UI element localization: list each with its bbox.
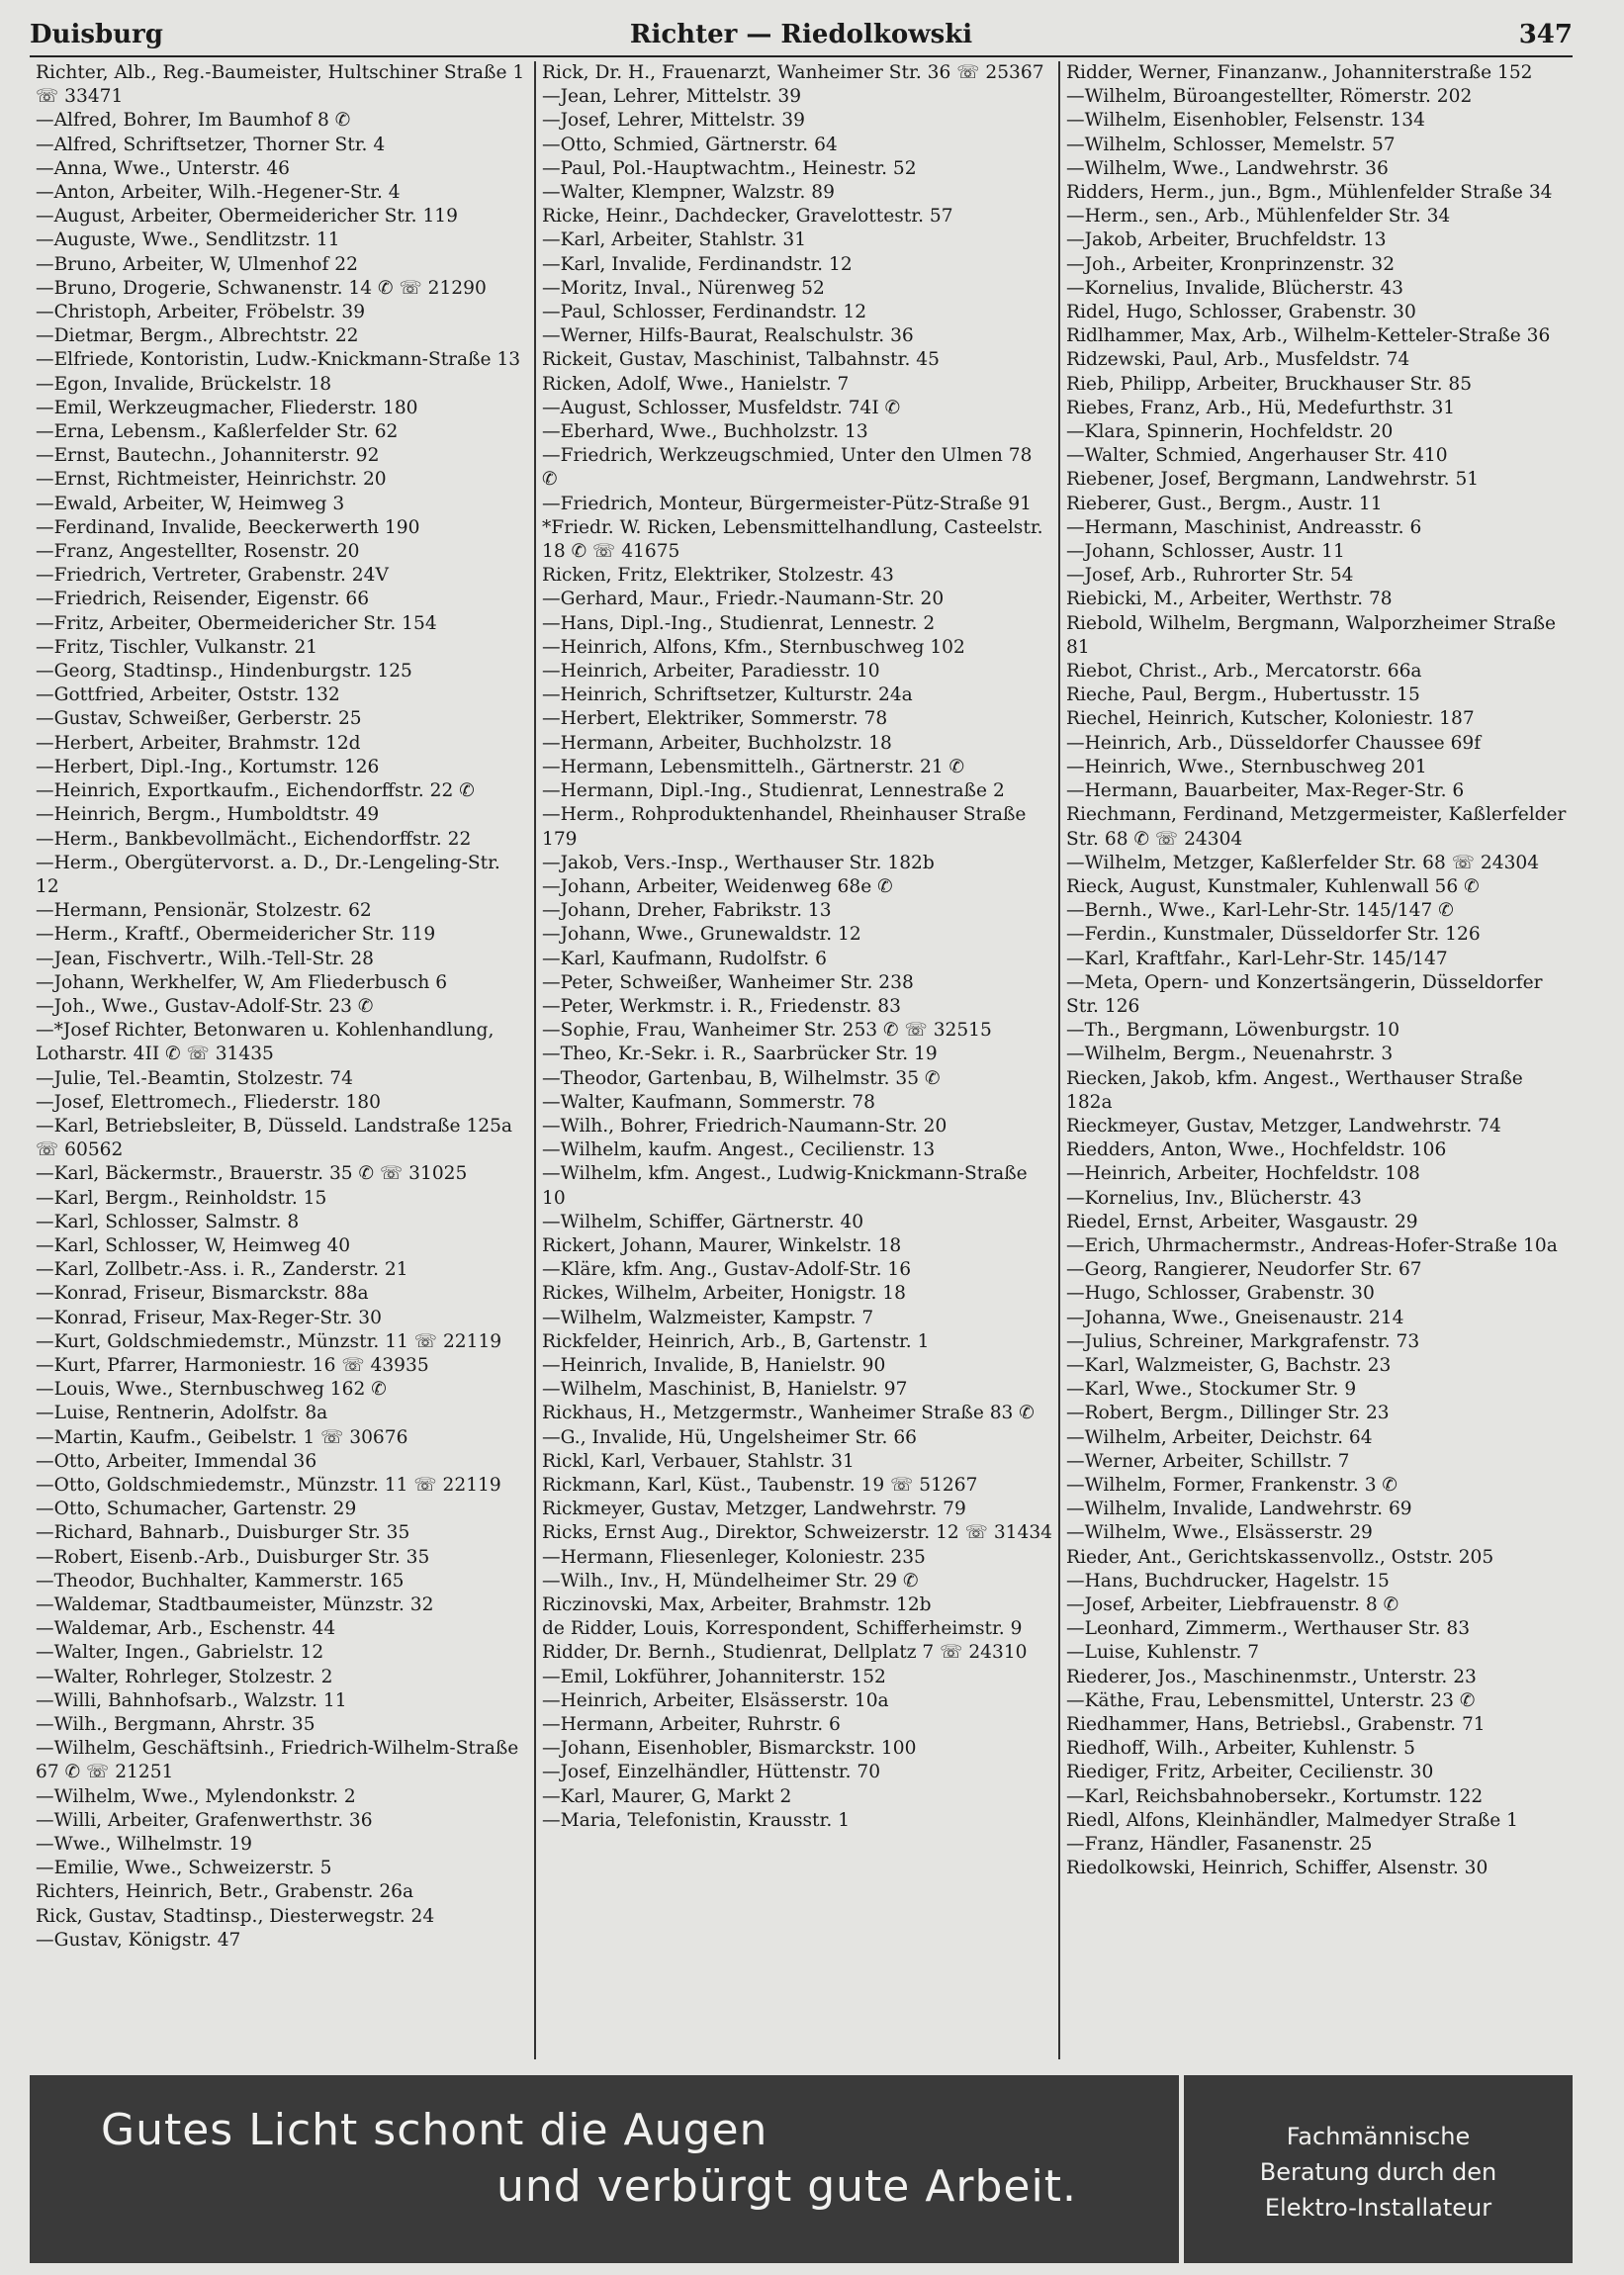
directory-entry: —Karl, Arbeiter, Stahlstr. 31 [542, 229, 807, 251]
directory-entry: —Wilh., Inv., H, Mündelheimer Str. 29 ✆ [542, 1570, 919, 1592]
directory-entry: —August, Arbeiter, Obermeidericher Str. 119 [36, 206, 458, 228]
directory-entry: Rickl, Karl, Verbauer, Stahlstr. 31 [542, 1450, 855, 1472]
directory-entry: —Paul, Pol.-Hauptwachtm., Heinestr. 52 [542, 157, 917, 179]
directory-entry: —Johann, Wwe., Grunewaldstr. 12 [542, 924, 861, 946]
directory-entry: —Wilh., Bergmann, Ahrstr. 35 [36, 1714, 316, 1736]
ad-slogan-line-2: und verbürgt gute Arbeit. [496, 2161, 1077, 2212]
directory-entry: —Moritz, Inval., Nürenweg 52 [542, 277, 825, 299]
directory-entry: —Karl, Schlosser, W, Heimweg 40 [36, 1234, 351, 1256]
directory-entry: —Josef, Lehrer, Mittelstr. 39 [542, 110, 805, 132]
directory-entry: —Richard, Bahnarb., Duisburger Str. 35 [36, 1522, 410, 1544]
directory-entry: —Ernst, Richtmeister, Heinrichstr. 20 [36, 469, 387, 491]
directory-entry: —Bruno, Drogerie, Schwanenstr. 14 ✆ ☏ 21290 [36, 277, 487, 299]
directory-entry: —Willi, Bahnhofsarb., Walzstr. 11 [36, 1689, 347, 1711]
directory-entry: —Kurt, Pfarrer, Harmoniestr. 16 ☏ 43935 [36, 1354, 429, 1376]
directory-entry: Ricke, Heinr., Dachdecker, Gravelottestr. 57 [542, 206, 953, 228]
directory-entry: —Heinrich, Exportkaufm., Eichendorffstr. 22 ✆ [36, 780, 475, 802]
directory-entry: —Herm., Obergütervorst. a. D., Dr.-Lengeling-Str. 12 [36, 852, 500, 897]
directory-entry: —Heinrich, Arbeiter, Paradiesstr. 10 [542, 661, 880, 682]
directory-entry: —Fritz, Arbeiter, Obermeidericher Str. 154 [36, 612, 437, 634]
directory-entry: —Wilhelm, kaufm. Angest., Cecilienstr. 13 [542, 1139, 936, 1161]
directory-entry: —Karl, Kraftfahr., Karl-Lehr-Str. 145/147 [1066, 948, 1448, 969]
directory-entry: Ricken, Adolf, Wwe., Hanielstr. 7 [542, 373, 850, 395]
directory-entry: —Gustav, Königstr. 47 [36, 1929, 241, 1951]
directory-entry: Rickfelder, Heinrich, Arb., B, Gartenstr. 1 [542, 1330, 930, 1352]
directory-entry: —Karl, Bergm., Reinholdstr. 15 [36, 1187, 327, 1209]
directory-entry: —Emil, Werkzeugmacher, Fliederstr. 180 [36, 397, 418, 418]
directory-entry: —Hermann, Fliesenleger, Koloniestr. 235 [542, 1546, 926, 1568]
directory-entry: —Heinrich, Bergm., Humboldtstr. 49 [36, 804, 380, 826]
directory-entry: Ricks, Ernst Aug., Direktor, Schweizerstr. 12 ☏ 31434 [542, 1522, 1052, 1544]
directory-entry: —Otto, Arbeiter, Immendal 36 [36, 1450, 317, 1472]
directory-entry: —Herbert, Dipl.-Ing., Kortumstr. 126 [36, 756, 380, 777]
directory-entry: Riechmann, Ferdinand, Metzgermeister, Kaßlerfelder Str. 68 ✆ ☏ 24304 [1066, 804, 1567, 850]
directory-entry: Rickert, Johann, Maurer, Winkelstr. 18 [542, 1234, 902, 1256]
directory-entry: —Karl, Bäckermstr., Brauerstr. 35 ✆ ☏ 31025 [36, 1163, 468, 1185]
directory-entry: —Herbert, Elektriker, Sommerstr. 78 [542, 708, 888, 730]
directory-entry: —Wwe., Wilhelmstr. 19 [36, 1834, 252, 1856]
header-range: Richter — Riedolkowski [629, 20, 973, 49]
directory-entry: —Peter, Werkmstr. i. R., Friedenstr. 83 [542, 995, 901, 1017]
directory-entry: —G., Invalide, Hü, Ungelsheimer Str. 66 [542, 1426, 917, 1448]
directory-entry: —Wilhelm, Geschäftsinh., Friedrich-Wilhelm-Straße 67 ✆ ☏ 21251 [36, 1738, 519, 1783]
directory-entry: Rieder, Ant., Gerichtskassenvollz., Oststr. 205 [1066, 1546, 1494, 1568]
directory-entry: Rieb, Philipp, Arbeiter, Bruckhauser Str. 85 [1066, 373, 1473, 395]
directory-entry: —Kurt, Goldschmiedemstr., Münzstr. 11 ☏ 22119 [36, 1330, 502, 1352]
directory-entry: —Johann, Werkhelfer, W, Am Fliederbusch 6 [36, 971, 448, 993]
directory-entry: Riederer, Jos., Maschinenmstr., Unterstr. 23 [1066, 1666, 1477, 1687]
directory-entry: —Theodor, Buchhalter, Kammerstr. 165 [36, 1570, 405, 1592]
directory-entry: —Jean, Lehrer, Mittelstr. 39 [542, 86, 802, 108]
directory-entry: —Werner, Arbeiter, Schillstr. 7 [1066, 1450, 1350, 1472]
directory-entry: —Karl, Schlosser, Salmstr. 8 [36, 1211, 300, 1232]
directory-entry: Rickhaus, H., Metzgermstr., Wanheimer Straße 83 ✆ [542, 1403, 1035, 1424]
directory-entry: —Karl, Betriebsleiter, B, Düsseld. Landstraße 125a ☏ 60562 [36, 1115, 513, 1161]
directory-entry: —Peter, Schweißer, Wanheimer Str. 238 [542, 971, 914, 993]
directory-entry: —Walter, Klempner, Walzstr. 89 [542, 182, 835, 204]
directory-entry: —Jakob, Arbeiter, Bruchfeldstr. 13 [1066, 229, 1387, 251]
directory-entry: —Theo, Kr.-Sekr. i. R., Saarbrücker Str. 19 [542, 1044, 938, 1065]
directory-entry: —Hermann, Pensionär, Stolzestr. 62 [36, 900, 372, 922]
directory-entry: —Heinrich, Alfons, Kfm., Sternbuschweg 102 [542, 636, 965, 658]
directory-entry: Riczinovski, Max, Arbeiter, Brahmstr. 12b [542, 1594, 932, 1615]
directory-entry: —Hermann, Lebensmittelh., Gärtnerstr. 21 ✆ [542, 756, 965, 777]
directory-entry: —Martin, Kaufm., Geibelstr. 1 ☏ 30676 [36, 1426, 408, 1448]
header-city: Duisburg [30, 20, 163, 49]
directory-entry: —Luise, Kuhlenstr. 7 [1066, 1642, 1260, 1664]
directory-entry: —Otto, Schumacher, Gartenstr. 29 [36, 1499, 357, 1520]
directory-entry: Riediger, Fritz, Arbeiter, Cecilienstr. 30 [1066, 1762, 1434, 1783]
directory-entry: —Gustav, Schweißer, Gerberstr. 25 [36, 708, 362, 730]
directory-entry: —Franz, Händler, Fasanenstr. 25 [1066, 1834, 1373, 1856]
directory-entry: —Alfred, Schriftsetzer, Thorner Str. 4 [36, 134, 386, 155]
directory-entry: Riebener, Josef, Bergmann, Landwehrstr. 51 [1066, 469, 1480, 491]
directory-column-2 [534, 61, 1058, 2059]
ad-side-line-2: Beratung durch den [1259, 2158, 1497, 2186]
ad-side-text [1184, 2119, 1573, 2226]
directory-entry: —Hermann, Maschinist, Andreasstr. 6 [1066, 516, 1422, 538]
directory-entry: —Karl, Zollbetr.-Ass. i. R., Zanderstr. 21 [36, 1259, 408, 1281]
directory-entry: —Josef, Einzelhändler, Hüttenstr. 70 [542, 1762, 881, 1783]
directory-entry: Rieckmeyer, Gustav, Metzger, Landwehrstr. 74 [1066, 1115, 1501, 1137]
directory-entry: de Ridder, Louis, Korrespondent, Schifferheimstr. 9 [542, 1618, 1023, 1640]
ad-side-line-3: Elektro-Installateur [1264, 2194, 1492, 2222]
directory-entry: —Otto, Schmied, Gärtnerstr. 64 [542, 134, 838, 155]
directory-entry: —Auguste, Wwe., Sendlitzstr. 11 [36, 229, 340, 251]
directory-entry: Rickes, Wilhelm, Arbeiter, Honigstr. 18 [542, 1283, 906, 1305]
directory-entry: Riedolkowski, Heinrich, Schiffer, Alsenstr. 30 [1066, 1858, 1489, 1879]
directory-entry: —Walter, Ingen., Gabrielstr. 12 [36, 1642, 324, 1664]
directory-entry: —Erna, Lebensm., Kaßlerfelder Str. 62 [36, 421, 399, 443]
directory-entry: Ridder, Dr. Bernh., Studienrat, Dellplatz 7 ☏ 24310 [542, 1642, 1028, 1664]
directory-entry: —Hans, Dipl.-Ing., Studienrat, Lennestr. 2 [542, 612, 936, 634]
directory-entry: Riechel, Heinrich, Kutscher, Koloniestr. 187 [1066, 708, 1475, 730]
ad-side-line-1: Fachmännische [1286, 2123, 1471, 2150]
directory-entry: —Wilhelm, Wwe., Landwehrstr. 36 [1066, 157, 1389, 179]
directory-entry: —Heinrich, Schriftsetzer, Kulturstr. 24a [542, 684, 913, 706]
directory-entry: —Herm., sen., Arb., Mühlenfelder Str. 34 [1066, 206, 1451, 228]
directory-entry: —Maria, Telefonistin, Krausstr. 1 [542, 1809, 851, 1831]
directory-entry: Riedders, Anton, Wwe., Hochfeldstr. 106 [1066, 1139, 1447, 1161]
directory-entry: —Johann, Arbeiter, Weidenweg 68e ✆ [542, 875, 893, 897]
directory-entry: —Klara, Spinnerin, Hochfeldstr. 20 [1066, 421, 1394, 443]
directory-entry: —Wilhelm, Walzmeister, Kampstr. 7 [542, 1307, 874, 1328]
directory-entry: —Hermann, Dipl.-Ing., Studienrat, Lennestraße 2 [542, 780, 1005, 802]
directory-entry: —Heinrich, Arbeiter, Hochfeldstr. 108 [1066, 1163, 1420, 1185]
directory-entry: —Egon, Invalide, Brückelstr. 18 [36, 373, 332, 395]
directory-entry: —Eberhard, Wwe., Buchholzstr. 13 [542, 421, 868, 443]
page-number: 347 [1518, 20, 1573, 49]
directory-entry: Richters, Heinrich, Betr., Grabenstr. 26a [36, 1881, 414, 1903]
directory-entry: —Karl, Invalide, Ferdinandstr. 12 [542, 253, 853, 275]
directory-entry: —Meta, Opern- und Konzertsängerin, Düsseldorfer Str. 126 [1066, 971, 1543, 1017]
directory-entry: —Elfriede, Kontoristin, Ludw.-Knickmann-Straße 13 [36, 349, 521, 371]
directory-entry: —Walter, Rohrleger, Stolzestr. 2 [36, 1666, 333, 1687]
directory-entry: —Wilhelm, Maschinist, B, Hanielstr. 97 [542, 1379, 908, 1401]
directory-entry: —Wilhelm, Invalide, Landwehrstr. 69 [1066, 1499, 1412, 1520]
directory-entry: —Herbert, Arbeiter, Brahmstr. 12d [36, 732, 361, 754]
directory-entry: Rieck, August, Kunstmaler, Kuhlenwall 56 ✆ [1066, 875, 1480, 897]
directory-entry: Rickmeyer, Gustav, Metzger, Landwehrstr. 79 [542, 1499, 966, 1520]
directory-entry: —Willi, Arbeiter, Grafenwerthstr. 36 [36, 1809, 373, 1831]
ad-slogan-line-1: Gutes Licht schont die Augen [101, 2105, 768, 2155]
directory-entry: —Paul, Schlosser, Ferdinandstr. 12 [542, 302, 867, 323]
directory-entry: —Käthe, Frau, Lebensmittel, Unterstr. 23 ✆ [1066, 1689, 1476, 1711]
directory-entry: —Jean, Fischvertr., Wilh.-Tell-Str. 28 [36, 948, 375, 969]
directory-entry: Ridders, Herm., jun., Bgm., Mühlenfelder Straße 34 [1066, 182, 1553, 204]
directory-entry: Rick, Gustav, Stadtinsp., Diesterwegstr. 24 [36, 1905, 435, 1927]
directory-entry: —Karl, Maurer, G, Markt 2 [542, 1785, 792, 1807]
directory-entry: —Karl, Walzmeister, G, Bachstr. 23 [1066, 1354, 1392, 1376]
directory-entry: Ridlhammer, Max, Arb., Wilhelm-Ketteler-Straße 36 [1066, 325, 1551, 347]
directory-entry: Rieche, Paul, Bergm., Hubertusstr. 15 [1066, 684, 1420, 706]
directory-entry: —Wilh., Bohrer, Friedrich-Naumann-Str. 20 [542, 1115, 947, 1137]
directory-column-1 [30, 61, 534, 2059]
directory-entry: —Karl, Kaufmann, Rudolfstr. 6 [542, 948, 827, 969]
directory-entry: Ricken, Fritz, Elektriker, Stolzestr. 43 [542, 565, 894, 587]
directory-entry: —Christoph, Arbeiter, Fröbelstr. 39 [36, 302, 366, 323]
directory-entry: —Konrad, Friseur, Max-Reger-Str. 30 [36, 1307, 382, 1328]
directory-entry: Riedhammer, Hans, Betriebsl., Grabenstr. 71 [1066, 1714, 1486, 1736]
page-header [30, 14, 1573, 57]
directory-entry: —Karl, Wwe., Stockumer Str. 9 [1066, 1379, 1357, 1401]
directory-entry: —Friedrich, Reisender, Eigenstr. 66 [36, 589, 370, 610]
directory-entry: Rieberer, Gust., Bergm., Austr. 11 [1066, 493, 1383, 514]
directory-entry: —Waldemar, Stadtbaumeister, Münzstr. 32 [36, 1594, 434, 1615]
directory-entry: —Ewald, Arbeiter, W, Heimweg 3 [36, 493, 345, 514]
directory-entry: —Heinrich, Arb., Düsseldorfer Chaussee 69f [1066, 732, 1482, 754]
directory-entry: —Johann, Schlosser, Austr. 11 [1066, 541, 1345, 563]
directory-entry: —Friedrich, Werkzeugschmied, Unter den Ulmen 78 ✆ [542, 445, 1033, 491]
directory-entry: —Emil, Lokführer, Johanniterstr. 152 [542, 1666, 886, 1687]
directory-entry: —Josef, Elettromech., Fliederstr. 180 [36, 1091, 381, 1113]
directory-entry: Riebicki, M., Arbeiter, Werthstr. 78 [1066, 589, 1393, 610]
directory-entry: —Robert, Eisenb.-Arb., Duisburger Str. 35 [36, 1546, 430, 1568]
directory-entry: —Heinrich, Invalide, B, Hanielstr. 90 [542, 1354, 886, 1376]
directory-entry: —Hermann, Arbeiter, Ruhrstr. 6 [542, 1714, 841, 1736]
directory-entry: —Wilhelm, Eisenhobler, Felsenstr. 134 [1066, 110, 1425, 132]
directory-entry: —Wilhelm, Bergm., Neuenahrstr. 3 [1066, 1044, 1394, 1065]
directory-entry: —Joh., Arbeiter, Kronprinzenstr. 32 [1066, 253, 1396, 275]
directory-entry: —Herm., Bankbevollmächt., Eichendorffstr. 22 [36, 828, 472, 850]
directory-entry: —Wilhelm, Büroangestellter, Römerstr. 202 [1066, 86, 1473, 108]
directory-entry: Ridzewski, Paul, Arb., Musfeldstr. 74 [1066, 349, 1410, 371]
directory-column-3 [1058, 61, 1573, 2059]
directory-entry: —Georg, Stadtinsp., Hindenburgstr. 125 [36, 661, 412, 682]
directory-entry: —Hugo, Schlosser, Grabenstr. 30 [1066, 1283, 1375, 1305]
directory-entry: —Leonhard, Zimmerm., Werthauser Str. 83 [1066, 1618, 1471, 1640]
directory-entry: Ridder, Werner, Finanzanw., Johanniterstraße 152 [1066, 62, 1533, 83]
directory-entry: —Ernst, Bautechn., Johanniterstr. 92 [36, 445, 380, 467]
directory-entry: Rickeit, Gustav, Maschinist, Talbahnstr. 45 [542, 349, 940, 371]
directory-entry: —Joh., Wwe., Gustav-Adolf-Str. 23 ✆ [36, 995, 374, 1017]
directory-entry: —Kornelius, Inv., Blücherstr. 43 [1066, 1187, 1362, 1209]
directory-entry: Riedel, Ernst, Arbeiter, Wasgaustr. 29 [1066, 1211, 1418, 1232]
directory-entry: Riecken, Jakob, kfm. Angest., Werthauser Straße 182a [1066, 1067, 1523, 1113]
directory-entry: —Bernh., Wwe., Karl-Lehr-Str. 145/147 ✆ [1066, 900, 1454, 922]
directory-entry: Riebot, Christ., Arb., Mercatorstr. 66a [1066, 661, 1422, 682]
directory-entry: —Emilie, Wwe., Schweizerstr. 5 [36, 1858, 332, 1879]
directory-entry: —Walter, Schmied, Angerhauser Str. 410 [1066, 445, 1448, 467]
directory-entry: —Gottfried, Arbeiter, Oststr. 132 [36, 684, 340, 706]
directory-entry: —Waldemar, Arb., Eschenstr. 44 [36, 1618, 336, 1640]
directory-entry: —Georg, Rangierer, Neudorfer Str. 67 [1066, 1259, 1422, 1281]
directory-entry: —Friedrich, Monteur, Bürgermeister-Pütz-Straße 91 [542, 493, 1032, 514]
directory-entry: —Wilhelm, Schiffer, Gärtnerstr. 40 [542, 1211, 864, 1232]
directory-entry: —Julie, Tel.-Beamtin, Stolzestr. 74 [36, 1067, 353, 1089]
directory-entry: Richter, Alb., Reg.-Baumeister, Hultschiner Straße 1 ☏ 33471 [36, 62, 525, 108]
directory-entry: —Anton, Arbeiter, Wilh.-Hegener-Str. 4 [36, 182, 401, 204]
directory-entry: —Wilhelm, Wwe., Mylendonkstr. 2 [36, 1785, 356, 1807]
directory-entry: —Wilhelm, kfm. Angest., Ludwig-Knickmann-Straße 10 [542, 1163, 1028, 1209]
directory-entry: —Louis, Wwe., Sternbuschweg 162 ✆ [36, 1379, 387, 1401]
directory-entry: Riebes, Franz, Arb., Hü, Medefurthstr. 31 [1066, 397, 1456, 418]
directory-entry: —Josef, Arb., Ruhrorter Str. 54 [1066, 565, 1354, 587]
directory-entry: —Theodor, Gartenbau, B, Wilhelmstr. 35 ✆ [542, 1067, 941, 1089]
directory-entry: —Heinrich, Wwe., Sternbuschweg 201 [1066, 756, 1427, 777]
directory-entry: —Wilhelm, Former, Frankenstr. 3 ✆ [1066, 1474, 1398, 1496]
directory-entry: —August, Schlosser, Musfeldstr. 74I ✆ [542, 397, 901, 418]
directory-entry: —Heinrich, Arbeiter, Elsässerstr. 10a [542, 1689, 889, 1711]
directory-entry: —*Josef Richter, Betonwaren u. Kohlenhandlung, Lotharstr. 4II ✆ ☏ 31435 [36, 1020, 495, 1065]
directory-entry: —Hans, Buchdrucker, Hagelstr. 15 [1066, 1570, 1390, 1592]
directory-entry: —Wilhelm, Arbeiter, Deichstr. 64 [1066, 1426, 1373, 1448]
directory-entry: —Konrad, Friseur, Bismarckstr. 88a [36, 1283, 369, 1305]
directory-entry: —Fritz, Tischler, Vulkanstr. 21 [36, 636, 318, 658]
directory-entry: —Luise, Rentnerin, Adolfstr. 8a [36, 1403, 328, 1424]
directory-entry: Rick, Dr. H., Frauenarzt, Wanheimer Str. 36 ☏ 25367 [542, 62, 1044, 83]
directory-entry: —Josef, Arbeiter, Liebfrauenstr. 8 ✆ [1066, 1594, 1399, 1615]
directory-entry: —Ferdinand, Invalide, Beeckerwerth 190 [36, 516, 420, 538]
directory-entry: —Walter, Kaufmann, Sommerstr. 78 [542, 1091, 876, 1113]
directory-entry: —Hermann, Bauarbeiter, Max-Reger-Str. 6 [1066, 780, 1465, 802]
directory-entry: —Friedrich, Vertreter, Grabenstr. 24V [36, 565, 389, 587]
directory-entry: —Ferdin., Kunstmaler, Düsseldorfer Str. 126 [1066, 924, 1481, 946]
directory-entry: —Sophie, Frau, Wanheimer Str. 253 ✆ ☏ 32515 [542, 1020, 992, 1042]
directory-entry: Riedl, Alfons, Kleinhändler, Malmedyer Straße 1 [1066, 1809, 1518, 1831]
directory-entry: —Anna, Wwe., Unterstr. 46 [36, 157, 290, 179]
directory-entry: —Karl, Reichsbahnobersekr., Kortumstr. 122 [1066, 1785, 1484, 1807]
directory-entry: —Otto, Goldschmiedemstr., Münzstr. 11 ☏ 22119 [36, 1474, 501, 1496]
directory-entry: —Herm., Kraftf., Obermeidericher Str. 119 [36, 924, 436, 946]
directory-entry: Riebold, Wilhelm, Bergmann, Walporzheimer Straße 81 [1066, 612, 1556, 658]
directory-entry: —Julius, Schreiner, Markgrafenstr. 73 [1066, 1330, 1420, 1352]
directory-entry: —Gerhard, Maur., Friedr.-Naumann-Str. 20 [542, 589, 945, 610]
directory-entry: —Herm., Rohproduktenhandel, Rheinhauser Straße 179 [542, 804, 1027, 850]
directory-entry: Rickmann, Karl, Küst., Taubenstr. 19 ☏ 51267 [542, 1474, 978, 1496]
directory-entry: —Bruno, Arbeiter, W, Ulmenhof 22 [36, 253, 358, 275]
advertisement-banner [30, 2075, 1573, 2263]
directory-entry: *Friedr. W. Ricken, Lebensmittelhandlung, Casteelstr. 18 ✆ ☏ 41675 [542, 516, 1043, 563]
directory-entry: Ridel, Hugo, Schlosser, Grabenstr. 30 [1066, 302, 1416, 323]
directory-entry: —Johann, Dreher, Fabrikstr. 13 [542, 900, 832, 922]
directory-entry: —Hermann, Arbeiter, Buchholzstr. 18 [542, 732, 892, 754]
directory-entry: —Erich, Uhrmachermstr., Andreas-Hofer-Straße 10a [1066, 1234, 1558, 1256]
ad-slogan [101, 2105, 1090, 2212]
directory-entry: —Johann, Eisenhobler, Bismarckstr. 100 [542, 1738, 917, 1760]
directory-entry: —Johanna, Wwe., Gneisenaustr. 214 [1066, 1307, 1404, 1328]
directory-entry: —Jakob, Vers.-Insp., Werthauser Str. 182b [542, 852, 935, 873]
directory-entry: —Kläre, kfm. Ang., Gustav-Adolf-Str. 16 [542, 1259, 912, 1281]
directory-entry: —Wilhelm, Schlosser, Memelstr. 57 [1066, 134, 1396, 155]
directory-columns [30, 61, 1573, 2059]
directory-entry: —Robert, Bergm., Dillinger Str. 23 [1066, 1403, 1390, 1424]
directory-entry: —Werner, Hilfs-Baurat, Realschulstr. 36 [542, 325, 914, 347]
directory-entry: —Alfred, Bohrer, Im Baumhof 8 ✆ [36, 110, 351, 132]
directory-entry: —Kornelius, Invalide, Blücherstr. 43 [1066, 277, 1404, 299]
directory-entry: —Wilhelm, Metzger, Kaßlerfelder Str. 68 ☏ 24304 [1066, 852, 1540, 873]
directory-entry: —Dietmar, Bergm., Albrechtstr. 22 [36, 325, 359, 347]
directory-entry: Riedhoff, Wilh., Arbeiter, Kuhlenstr. 5 [1066, 1738, 1415, 1760]
directory-entry: —Franz, Angestellter, Rosenstr. 20 [36, 541, 360, 563]
directory-entry: —Th., Bergmann, Löwenburgstr. 10 [1066, 1020, 1400, 1042]
directory-entry: —Wilhelm, Wwe., Elsässerstr. 29 [1066, 1522, 1373, 1544]
